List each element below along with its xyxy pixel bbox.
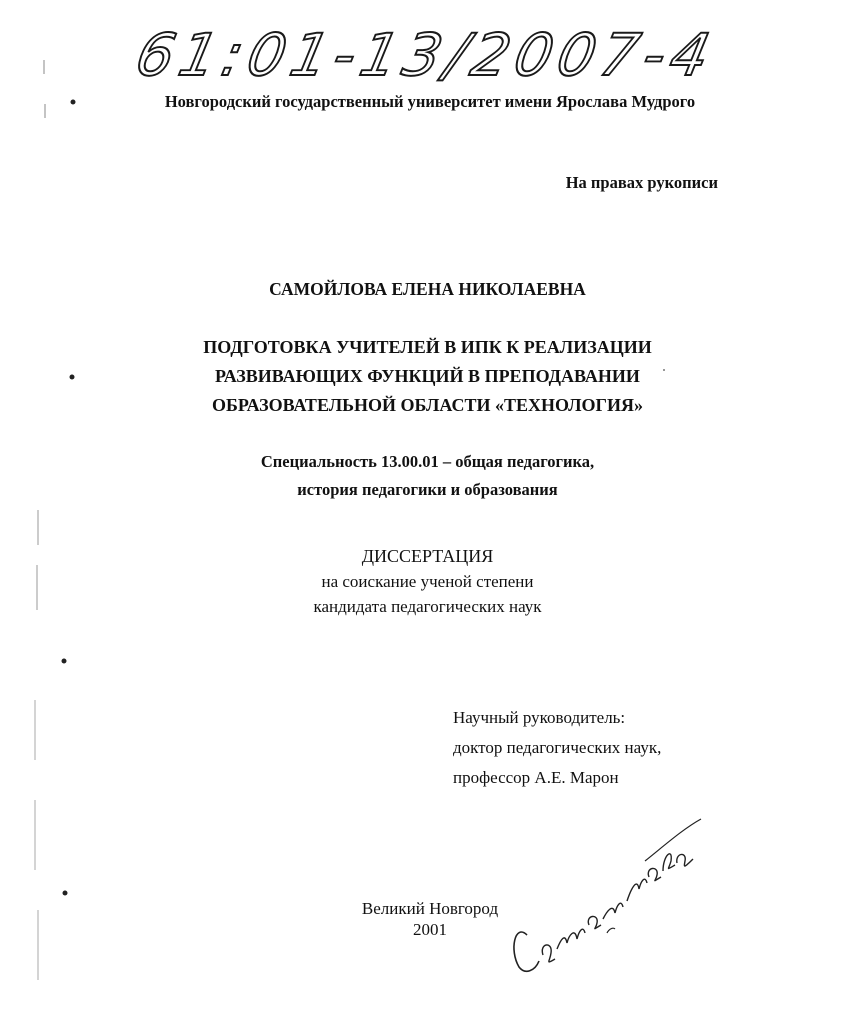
- thesis-title-line-3: ОБРАЗОВАТЕЛЬНОЙ ОБЛАСТИ «ТЕХНОЛОГИЯ»: [212, 395, 643, 415]
- dissertation-degree-line-2: кандидата педагогических наук: [313, 597, 542, 616]
- city: Великий Новгород: [361, 899, 499, 918]
- advisor-degree: доктор педагогических наук,: [453, 738, 662, 757]
- manuscript-rights-note: На правах рукописи: [565, 173, 718, 192]
- advisor-name: профессор А.Е. Марон: [453, 768, 619, 787]
- advisor-label: Научный руководитель:: [453, 708, 626, 727]
- year: 2001: [413, 920, 447, 939]
- handwritten-catalog-code: [130, 5, 722, 100]
- handwritten-code-text: 61:01-13/2007-4: [130, 21, 722, 89]
- specialty-line-2: история педагогики и образования: [297, 480, 558, 499]
- specialty-line-1: Специальность 13.00.01 – общая педагогика,: [260, 452, 595, 471]
- author-signature: [505, 815, 705, 985]
- thesis-title-line-1: ПОДГОТОВКА УЧИТЕЛЕЙ В ИПК К РЕАЛИЗАЦИИ: [203, 337, 652, 357]
- thesis-title-line-2: РАЗВИВАЮЩИХ ФУНКЦИЙ В ПРЕПОДАВАНИИ: [215, 366, 640, 386]
- university-name: Новгородский государственный университет имени Ярослава Мудрого: [164, 92, 696, 111]
- dissertation-heading: ДИССЕРТАЦИЯ: [361, 546, 494, 566]
- author-name: САМОЙЛОВА ЕЛЕНА НИКОЛАЕВНА: [269, 279, 586, 299]
- dissertation-degree-line-1: на соискание ученой степени: [321, 572, 534, 591]
